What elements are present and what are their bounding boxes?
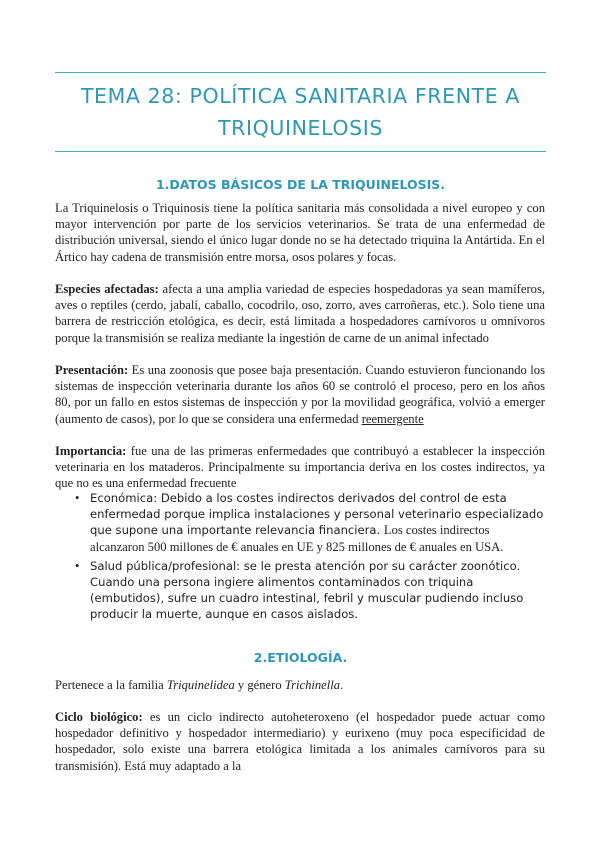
title-line-1: TEMA 28: POLÍTICA SANITARIA FRENTE A <box>80 84 521 108</box>
page-title <box>55 80 546 144</box>
ciclo-label: Ciclo biológico: <box>55 710 143 724</box>
bullet-icon: • <box>75 491 80 505</box>
top-rule <box>55 72 546 73</box>
etiologia-mid: y género <box>234 678 285 692</box>
list-item <box>55 558 545 623</box>
especies-text: afecta a una amplia variedad de especies hospedadoras ya sean mamíferos, aves o reptiles (cerdo, jabalí, caballo, cocodrilo, oso, zorro, aves carroñeras, etc.). Solo tiene una barrera de restricción etológica, es decir, está limitada a hospedadores carnívoros u omnívoros porque la transmisión se realiza mediante la ingestión de carne de un animal infectado <box>55 282 545 345</box>
especies-paragraph <box>55 281 545 346</box>
etiologia-prefix: Pertenece a la familia <box>55 678 167 692</box>
section-heading-2: 2.ETIOLOGÍA. <box>253 650 348 665</box>
bullet-text-economica: Económica: Debido a los costes indirectos derivados del control de esta enfermedad porque implica instalaciones y personal veterinario especializado que supone una importante relevancia financiera. <box>90 491 544 538</box>
importancia-text: fue una de las primeras enfermedades que contribuyó a establecer la inspección veterinaria en los mataderos. Principalmente su importancia deriva en los costes indirectos, ya que no es una enfermedad frecuente <box>55 444 545 491</box>
section-heading-1: 1.DATOS BÁSICOS DE LA TRIQUINELOSIS. <box>155 177 446 192</box>
importancia-label: Importancia: <box>55 444 127 458</box>
presentacion-paragraph <box>55 362 545 427</box>
list-item <box>55 490 545 555</box>
etiologia-genus: Trichinella <box>284 678 341 692</box>
importancia-paragraph <box>55 443 545 492</box>
bullet-text-salud: Salud pública/profesional: se le presta atención por su carácter zoonótico. Cuando una persona ingiere alimentos contaminados con triquina (embutidos), sufre un cuadro intestinal, febril y muscular pudiendo incluso producir la muerte, aunque en casos aislados. <box>90 558 524 622</box>
bottom-rule <box>55 151 546 152</box>
intro-paragraph: La Triquinelosis o Triquinosis tiene la política sanitaria más consolidada a nivel europeo y con mayor intervención por parte de los servicios veterinarios. Se trata de una enfermedad de distribución universal, siendo el único lugar donde no se ha detectado triquina la Antártida. En el Ártico hay cadena de transmisión entre morsa, osos polares y focas. <box>55 201 545 264</box>
bullet-icon: • <box>75 558 80 573</box>
reemergente-term: reemergente <box>361 411 424 426</box>
ciclo-text: es un ciclo indirecto autoheteroxeno (el hospedador puede actuar como hospedador definitivo y hospedador intermediario) y eurixeno (muy poca especificidad de hospedador, solo existe una barrera etológica limitada a los animales carnívoros para su transmisión). Está muy adaptado a la <box>55 710 545 773</box>
title-line-2: TRIQUINELOSIS <box>218 116 383 140</box>
ciclo-paragraph <box>55 709 545 774</box>
etiologia-suffix: . <box>340 678 344 692</box>
importancia-bullet-list <box>55 490 545 626</box>
etiologia-family: Triquinelidea <box>166 678 235 692</box>
presentacion-text: Es una zoonosis que posee baja presentación. Cuando estuvieron funcionando los sistemas de inspección veterinaria durante los años 60 se controló el proceso, pero en los años 80, por un fallo en estos sistemas de inspección y por la movilidad geográfica, volvió a emerger (aumento de casos), por lo que se considera una enfermedad <box>55 363 545 426</box>
especies-label: Especies afectadas: <box>55 282 159 296</box>
presentacion-label: Presentación: <box>55 363 129 377</box>
etiologia-paragraph <box>55 677 545 693</box>
bullet-extra-economica: Los costes indirectos alcanzaron 500 millones de € anuales en UE y 825 millones de € anuales en USA. <box>90 523 504 554</box>
